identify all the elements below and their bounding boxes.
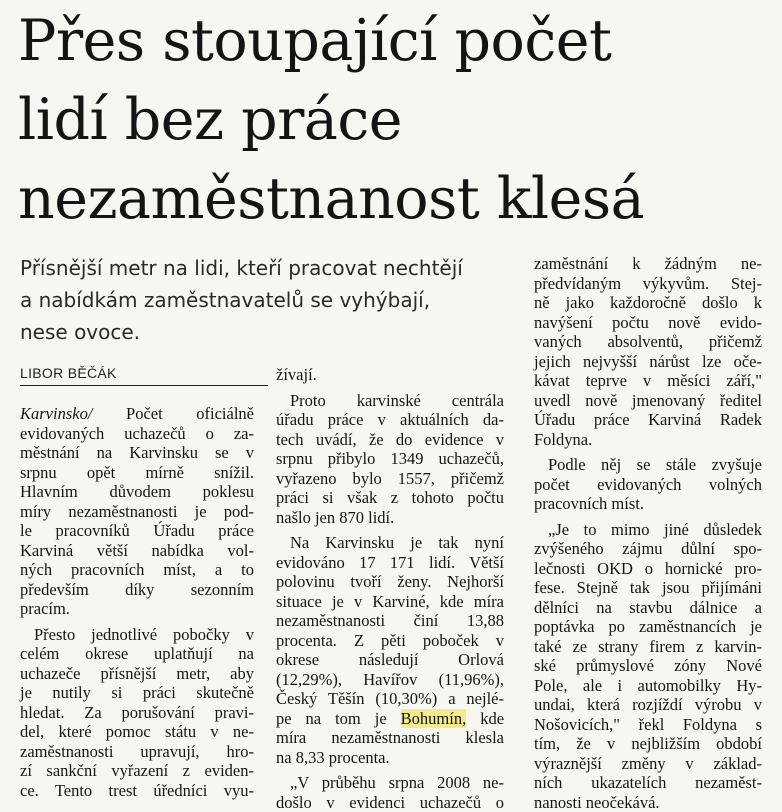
text-fragment: kde [480, 709, 504, 728]
text-line: úřadu práce v aktuálních da- [276, 410, 504, 430]
text-line: výraznější změny v základ- [534, 754, 762, 774]
text-line: polovinu tvoří ženy. Nejhorší [276, 572, 504, 592]
text-line: okrese následují Orlová [276, 650, 504, 670]
text-line: Úřadu práce Karviná Radek [534, 410, 762, 430]
dateline: Karvinsko/ [20, 404, 92, 423]
text-line: nanosti neočekává. [534, 793, 762, 812]
text-line: Podle něj se stále zvyšuje [534, 455, 762, 475]
text-line: celém okrese uplatňují na [20, 644, 254, 664]
text-line: vyřazeno bylo 1557, přičemž [276, 469, 504, 489]
article-column-3 [534, 254, 762, 812]
highlighted-word: Bohumín, [401, 709, 467, 728]
text-line: procenta. Z pěti poboček v [276, 631, 504, 651]
lead-line: nese ovoce. [20, 316, 520, 348]
headline-line: lidí bez práce [18, 81, 778, 160]
text-line: Karviná větší nabídka vol- [20, 541, 254, 561]
text-line: ních ukazatelích nezaměst- [534, 773, 762, 793]
text-line: pe na tom je [276, 709, 387, 728]
text-line: pracím. [20, 599, 254, 619]
headline-line: nezaměstnanost klesá [18, 160, 778, 239]
text-line: (12,29%), Havířov (11,96%), [276, 670, 504, 690]
text-line: jejich nejvyšší nárůst lze oče- [534, 352, 762, 372]
text-line: Pole, ale i automobilky Hy- [534, 676, 762, 696]
text-line: poptávka po zaměstnancích je [534, 617, 762, 637]
text-line: tím, že v nejbližším období [534, 734, 762, 754]
lead-paragraph [20, 252, 520, 348]
text-line: práci si však z tohoto počtu [276, 488, 504, 508]
lead-line: Přísnější metr na lidi, kteří pracovat nechtějí [20, 252, 520, 284]
text-line: na 8,33 procenta. [276, 748, 504, 768]
text-line: došlo v evidenci uchazečů o [276, 793, 504, 812]
text-line: ných pracovních míst, a to [20, 560, 254, 580]
text-line: žívají. [276, 365, 504, 385]
text-line: také ze strany firem z karvin- [534, 637, 762, 657]
text-line: Nošovicích," řekl Foldyna s [534, 715, 762, 735]
text-line: našlo jen 870 lidí. [276, 508, 504, 528]
text-line: vaných absolventů, přičemž [534, 332, 762, 352]
text-line: zaměstnání k žádným ne- [534, 254, 762, 274]
article-column-1 [20, 404, 254, 800]
text-line: le pracovníků Úřadu práce [20, 521, 254, 541]
text-line: ně jako každoročně došlo k [534, 293, 762, 313]
text-line: situace je v Karviné, kde míra [276, 592, 504, 612]
text-line: zaměstnanosti upravují, hro- [20, 742, 254, 762]
headline-line: Přes stoupající počet [18, 2, 778, 81]
lead-line: a nabídkám zaměstnavatelů se vyhýbají, [20, 284, 520, 316]
text-line: tech uvádí, že do evidence v [276, 430, 504, 450]
text-line: počet evidovaných volných [534, 475, 762, 495]
text-line: ské průmyslové zóny Nové [534, 656, 762, 676]
text-line: pracovních míst. [534, 494, 762, 514]
text-line: srpnu přibylo 1349 uchazečů, [276, 449, 504, 469]
text-line: Hlavním důvodem poklesu [20, 482, 254, 502]
text-line: Foldyna. [534, 430, 762, 450]
article-column-2 [276, 365, 504, 812]
text-line: uvedl nově jmenovaný ředitel [534, 391, 762, 411]
text-line: zí sankční vyřazení z eviden- [20, 761, 254, 781]
text-line: undai, která rozjíždí výrobu v [534, 695, 762, 715]
text-line: nezaměstnanosti činí 13,88 [276, 611, 504, 631]
text-line: především díky sezonním [20, 580, 254, 600]
text-line: zvýšeného zájmu důlní spo- [534, 539, 762, 559]
byline-divider [20, 385, 268, 386]
text-line: uchazeče přísnější metr, aby [20, 664, 254, 684]
text-line: kávat teprve v měsíci září," [534, 371, 762, 391]
text-line: navýšení počtu nově evido- [534, 313, 762, 333]
text-line: Přesto jednotlivé pobočky v [20, 625, 254, 645]
text-line: Český Těšín (10,30%) a nejlé- [276, 689, 504, 709]
text-line: evidovaných uchazečů o za- [20, 424, 254, 444]
text-line: Na Karvinsku je tak nyní [276, 533, 504, 553]
text-line: předvídaným výkyvům. Stej- [534, 274, 762, 294]
text-line: je nutily si práci skutečně [20, 683, 254, 703]
text-line: srpnu opět mírně snížil. [20, 463, 254, 483]
text-line: míra nezaměstnanosti klesla [276, 728, 504, 748]
text-line: dělníci na stavbu dálnice a [534, 598, 762, 618]
text-line: „V průběhu srpna 2008 ne- [276, 773, 504, 793]
text-line: hledat. Za porušování pravi- [20, 703, 254, 723]
text-line: míry nezaměstnanosti je pod- [20, 502, 254, 522]
text-line: „Je to mimo jiné důsledek [534, 520, 762, 540]
byline: LIBOR BĚČÁK [20, 365, 117, 381]
text-line: fese. Stejně tak jsou přijímáni [534, 578, 762, 598]
text-line: Proto karvinské centrála [276, 391, 504, 411]
text-line: del, které pomoc státu v ne- [20, 722, 254, 742]
text-line: městnání na Karvinsku se v [20, 443, 254, 463]
text-line: Počet oficiálně [126, 404, 254, 423]
text-line: ce. Tento trest úředníci vyu- [20, 781, 254, 801]
text-line: lečnosti OKD o hornické pro- [534, 559, 762, 579]
text-line: evidováno 17 171 lidí. Větší [276, 553, 504, 573]
headline [18, 2, 778, 239]
